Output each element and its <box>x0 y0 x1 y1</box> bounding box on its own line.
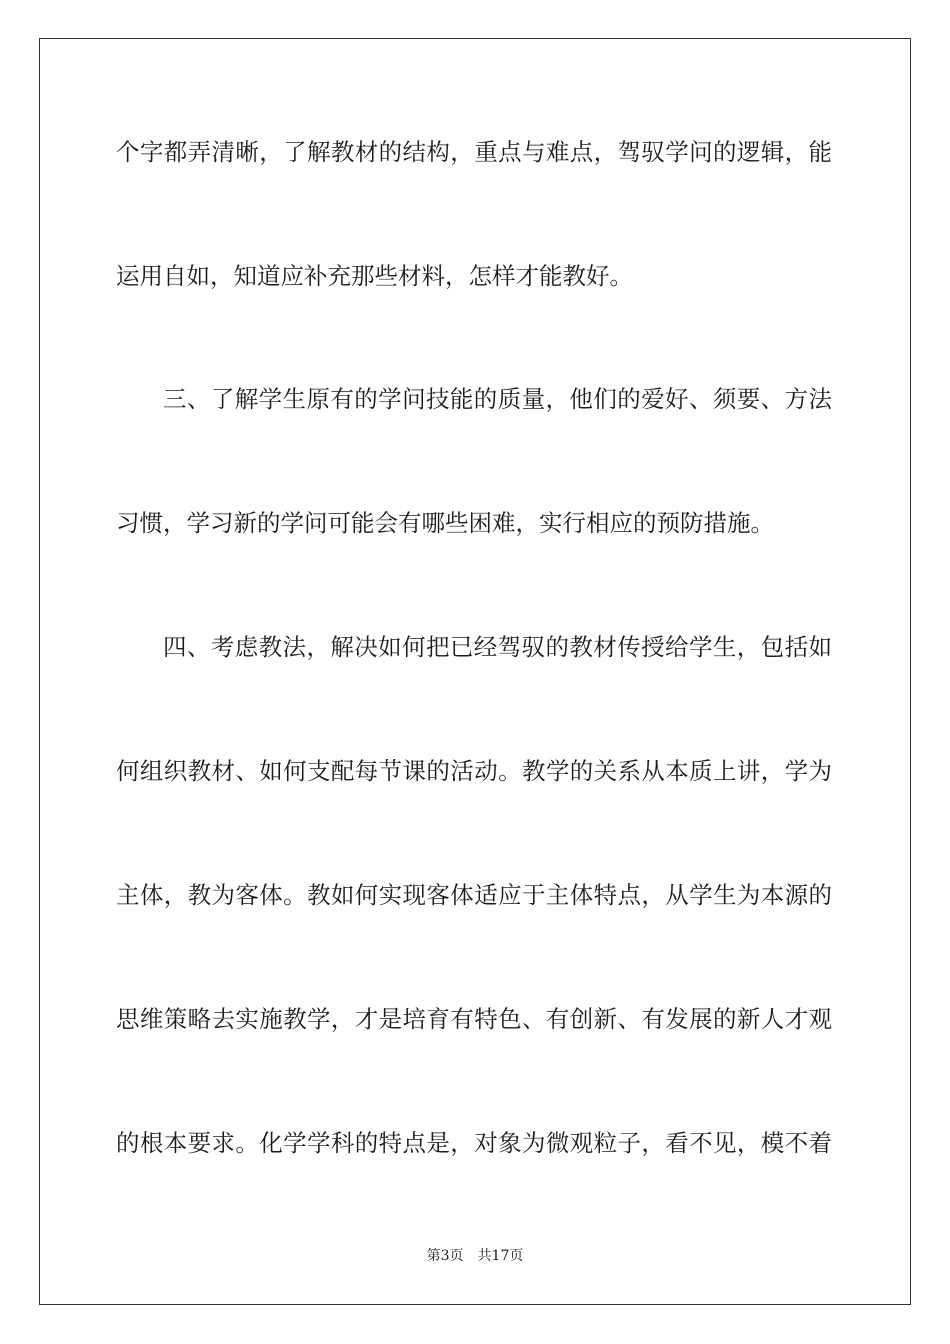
page-border <box>39 38 911 1305</box>
text-line-5: 四、考虑教法，解决如何把已经驾驭的教材传授给学生，包括如 <box>163 633 832 661</box>
text-line-4: 习惯，学习新的学问可能会有哪些困难，实行相应的预防措施。 <box>116 509 774 537</box>
text-line-3: 三、了解学生原有的学问技能的质量，他们的爱好、须要、方法 <box>163 385 832 413</box>
total-page-count: 共17页 <box>477 1248 524 1264</box>
text-line-9: 的根本要求。化学学科的特点是，对象为微观粒子，看不见，模不着 <box>116 1129 832 1157</box>
text-line-1: 个字都弄清晰，了解教材的结构，重点与难点，驾驭学问的逻辑，能 <box>116 138 832 166</box>
current-page-number: 第3页 <box>426 1248 464 1264</box>
text-line-6: 何组织教材、如何支配每节课的活动。教学的关系从本质上讲，学为 <box>116 757 832 785</box>
text-line-2: 运用自如，知道应补充那些材料，怎样才能教好。 <box>116 262 633 290</box>
text-line-8: 思维策略去实施教学，才是培育有特色、有创新、有发展的新人才观 <box>116 1005 832 1033</box>
text-line-7: 主体，教为客体。教如何实现客体适应于主体特点，从学生为本源的 <box>116 881 832 909</box>
page-footer <box>0 1247 950 1265</box>
